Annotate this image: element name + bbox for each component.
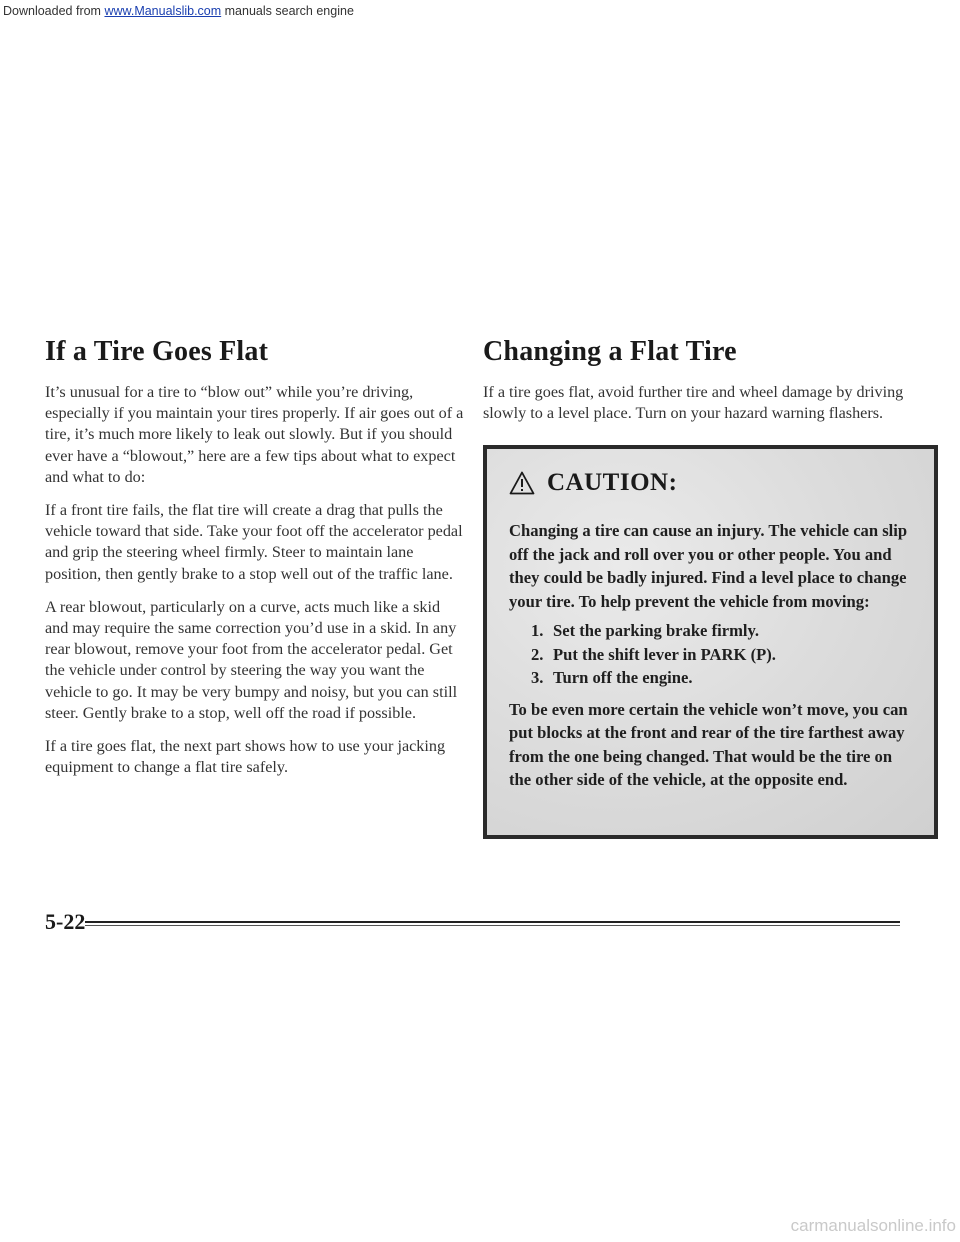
section-heading-flat-tire: If a Tire Goes Flat	[45, 336, 269, 367]
paragraph: A rear blowout, particularly on a curve, acts much like a skid and may require the same correction you’d use in a skid. In any rear blowout, remove your foot from the accelerator pedal. Get the vehicle under control by steering the way you want the vehicle to go. It may be very bumpy and noisy, but you can still steer. Gently brake to a stop, well off the road if possible.	[45, 597, 458, 722]
caution-lead: Changing a tire can cause an injury. The vehicle can slip off the jack and roll over you or other people. You and they could be badly injured. Find a level place to change your tire. To help prevent the vehicle from moving:	[509, 521, 908, 611]
paragraph: If a tire goes flat, the next part shows how to use your jacking equipment to change a flat tire safely.	[45, 737, 446, 777]
caution-steps	[509, 619, 916, 690]
section-heading-changing-tire: Changing a Flat Tire	[483, 336, 737, 367]
caution-title: CAUTION:	[547, 469, 678, 497]
paragraph: It’s unusual for a tire to “blow out” while you’re driving, especially if you maintain your tires properly. If air goes out of a tire, it’s much more likely to leak out slowly. But if you should ever have a “blowout,” here are a few tips about what to expect and what to do:	[45, 383, 464, 486]
paragraph: If a front tire fails, the flat tire will create a drag that pulls the vehicle toward that side. Take your foot off the accelerator pedal and grip the steering wheel firmly. Steer to maintain lane position, then gently brake to a stop well out of the traffic lane.	[45, 501, 463, 583]
rule-line-thin	[85, 925, 900, 926]
banner-suffix: manuals search engine	[221, 4, 354, 18]
caution-box	[483, 445, 938, 839]
left-column	[45, 336, 465, 790]
caution-closing: To be even more certain the vehicle won’t move, you can put blocks at the front and rear of the tire farthest away from the one being changed. That would be the tire on the other side of the vehicle, at the opposite end.	[509, 699, 908, 790]
watermark: carmanualsonline.info	[790, 1216, 956, 1235]
intro-paragraph: If a tire goes flat, avoid further tire and wheel damage by driving slowly to a level place. Turn on your hazard warning flashers.	[483, 383, 904, 423]
list-item: 1. Set the parking brake firmly.	[531, 621, 760, 641]
manualslib-link[interactable]: www.Manualslib.com	[104, 4, 222, 18]
footer-rule	[45, 921, 900, 923]
list-item: 3. Turn off the engine.	[531, 668, 693, 688]
banner-prefix: Downloaded from	[3, 4, 105, 18]
rule-line	[85, 921, 900, 923]
warning-triangle-icon	[509, 471, 535, 495]
right-column	[483, 336, 908, 839]
download-banner	[0, 0, 960, 22]
caution-header	[509, 469, 916, 497]
page-number: 5-22	[45, 909, 86, 934]
list-item: 2. Put the shift lever in PARK (P).	[531, 644, 776, 664]
